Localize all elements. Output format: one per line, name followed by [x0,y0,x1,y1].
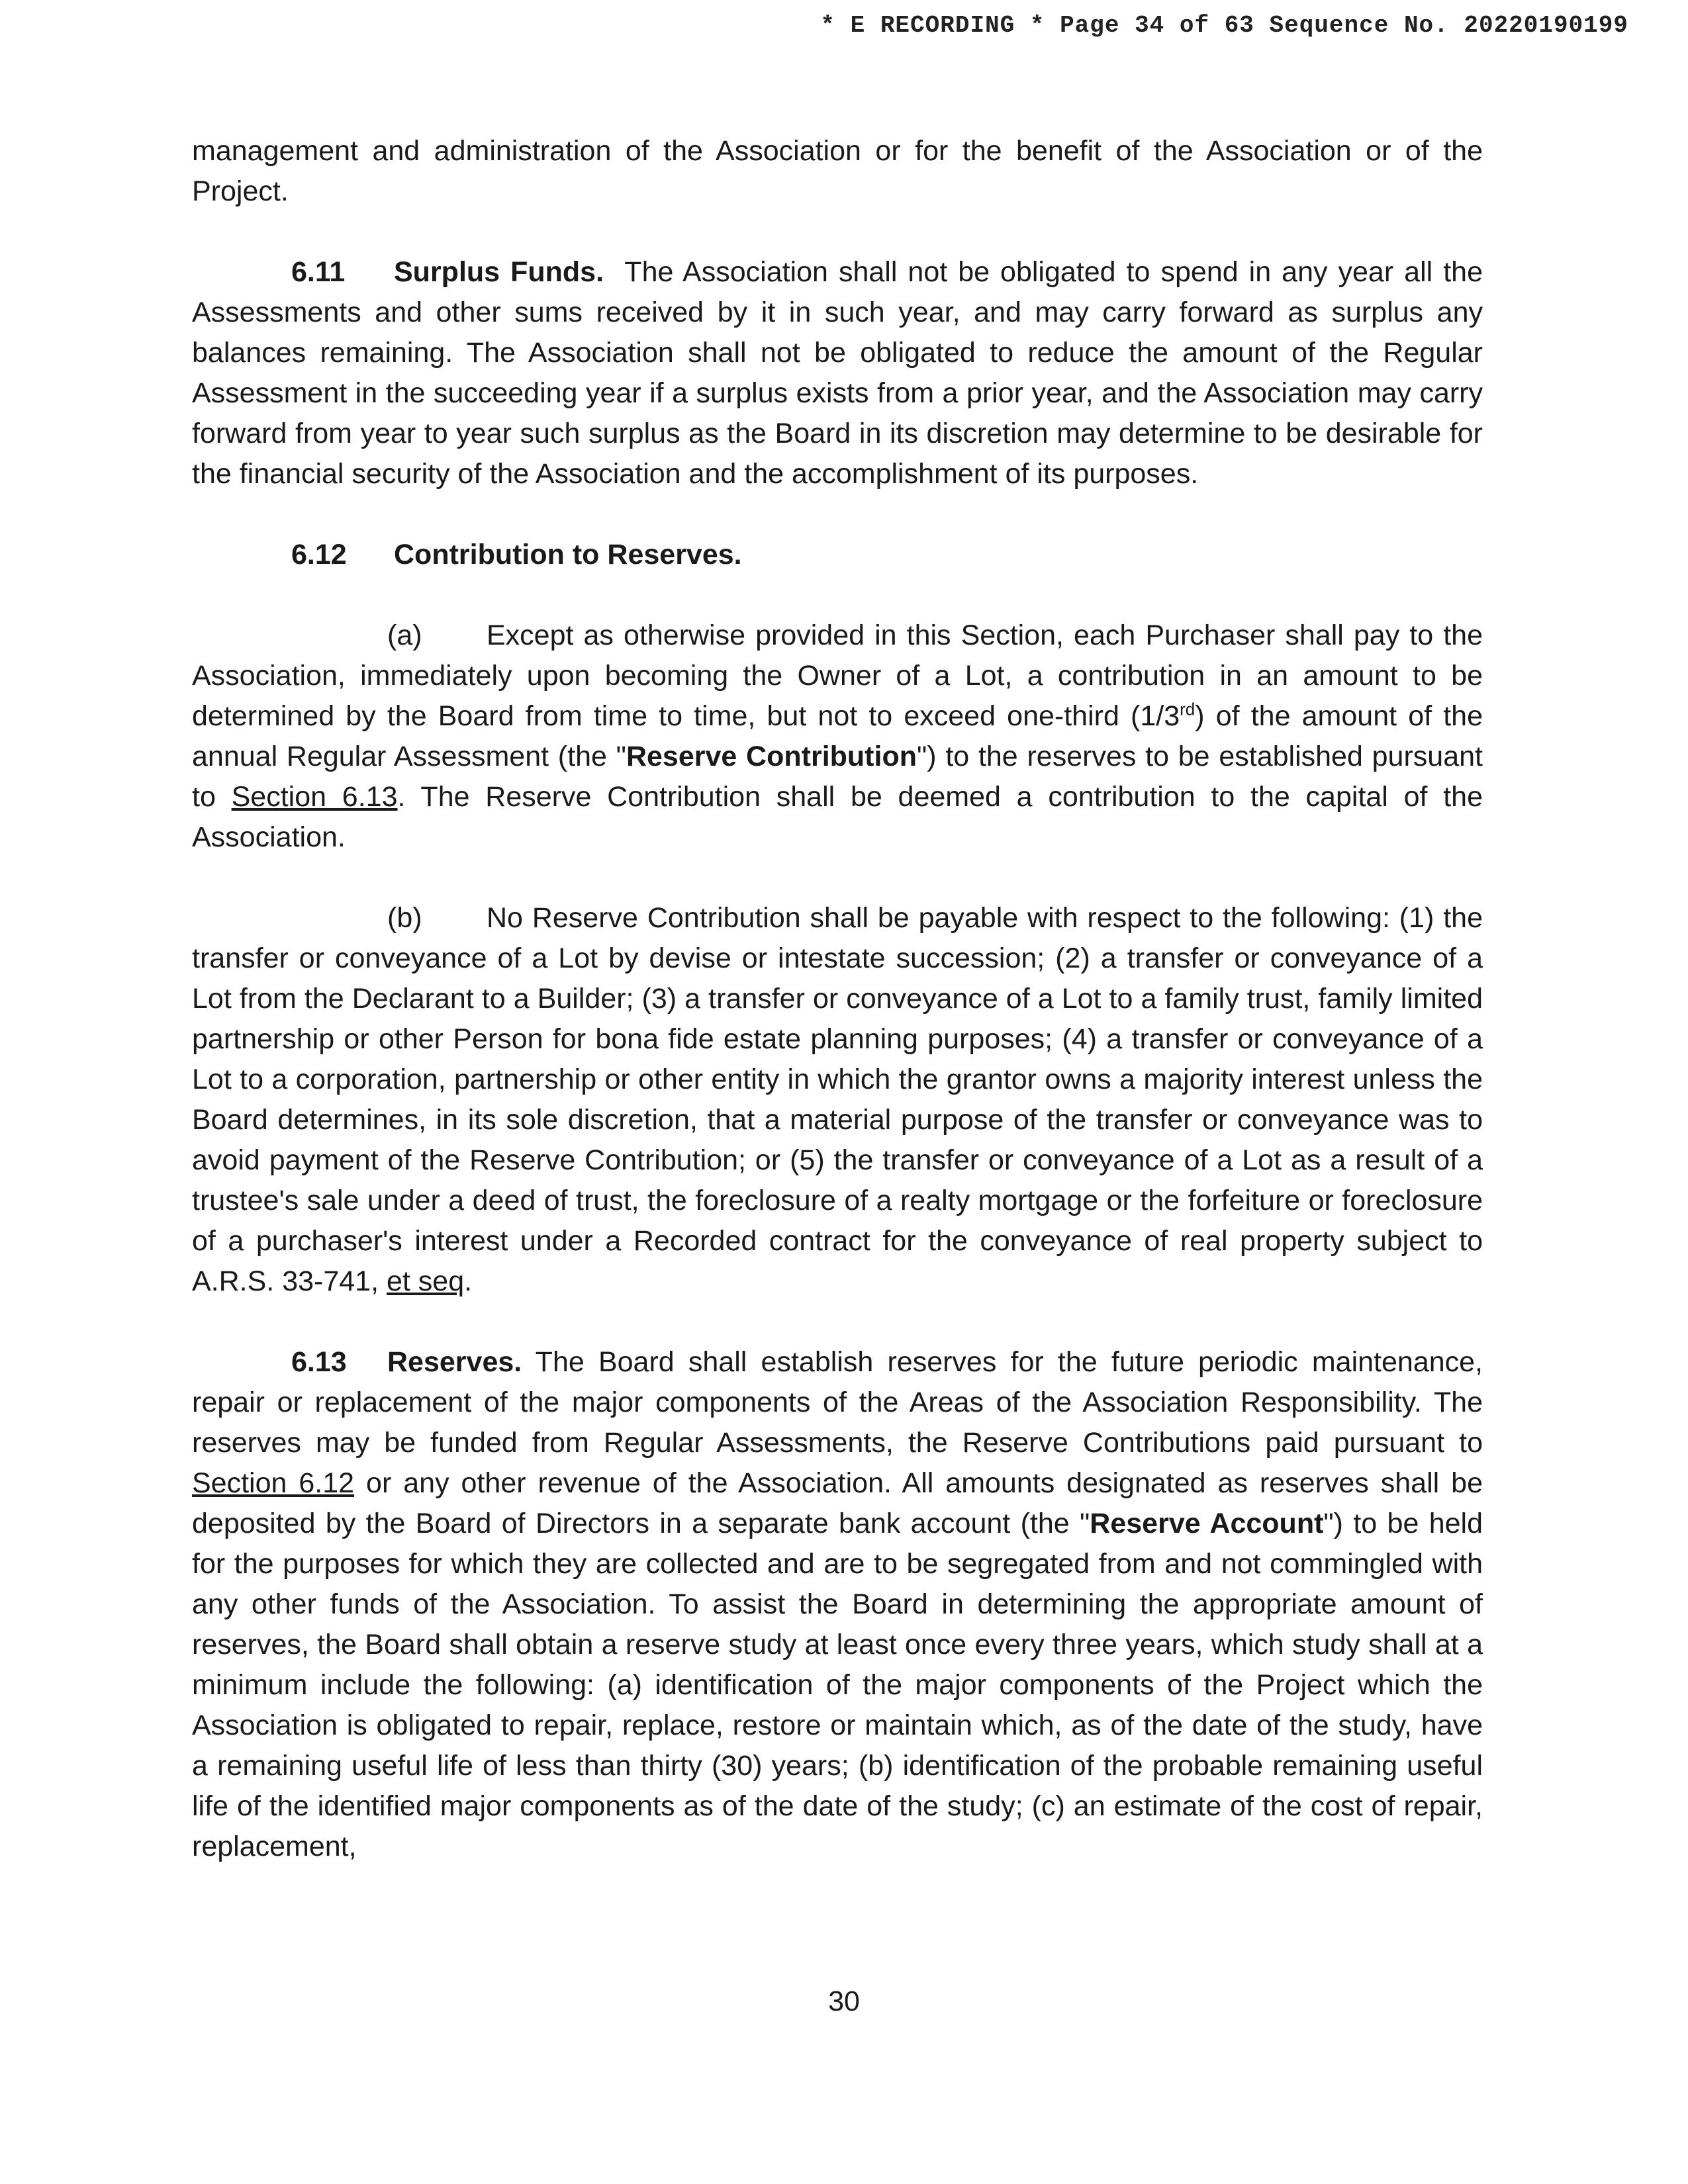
section-body: or any other revenue of the Association. All amounts designated as reserves shall be deposited by the Board of Directors in a separate bank account (the " [192,1467,1483,1539]
ordinal-superscript: rd [1180,699,1196,719]
subsection-text: No Reserve Contribution shall be payable with respect to the following: (1) the transfer or conveyance of a Lot by devise or intestate succession; (2) a transfer or conveyance of a Lot from the Declarant to a Builder; (3) a transfer or conveyance of a Lot to a family trust, family limited partnership or other Person for bona fide estate planning purposes; (4) a transfer or conveyance of a Lot to a corporation, partnership or other entity in which the grantor owns a majority interest unless the Board determines, in its sole discretion, that a material purpose of the transfer or conveyance was to avoid payment of the Reserve Contribution; or (5) the transfer or conveyance of a Lot as a result of a trustee's sale under a deed of trust, the foreclosure of a realty mortgage or the forfeiture or foreclosure of a purchaser's interest under a Recorded contract for the conveyance of real property subject to A.R.S. 33-741, [192,902,1483,1297]
subsection-label: (b) [387,902,422,934]
section-reference: Section 6.13 [231,781,398,813]
subsection-text: ") to the reserves to be established pursuant to [192,741,1483,813]
section-body: The Association shall not be obligated to spend in any year all the Assessments and other sums received by it in such year, and may carry forward as surplus any balances remaining. The Association shall not be obligated to reduce the amount of the Regular Assessment in the succeeding year if a surplus exists from a prior year, and the Association may carry forward from year to year such surplus as the Board in its discretion may determine to be desirable for the financial security of the Association and the accomplishment of its purposes. [192,256,1483,490]
defined-term: Reserve Contribution [626,741,917,772]
subsection-text: Except as otherwise provided in this Section, each Purchaser shall pay to the Association, immediately upon becoming the Owner of a Lot, a contribution in an amount to be determined by the Board from time to time, but not to exceed one-third (1/3 [192,619,1483,732]
subsection-text: ) of the amount of the annual Regular Assessment (the " [192,700,1483,772]
section-6-12-a [192,615,1483,858]
subsection-text: . [464,1265,473,1297]
et-seq-underlined: et seq [387,1265,465,1297]
section-number: 6.11 [291,256,346,288]
section-reference: Section 6.12 [192,1467,355,1499]
section-title: Surplus Funds. [394,256,604,288]
section-number: 6.13 [291,1346,347,1378]
document-body [192,131,1483,1907]
section-6-12-b [192,898,1483,1302]
section-body: The Board shall establish reserves for the future periodic maintenance, repair or replacement of the major components of the Areas of the Association Responsibility. The reserves may be funded from Regular Assessments, the Reserve Contributions paid pursuant to [192,1346,1483,1459]
section-body: ") to be held for the purposes for which they are collected and are to be segregated from and not commingled with any other funds of the Association. To assist the Board in determining the appropriate amount of reserves, the Board shall obtain a reserve study at least once every three years, which study shall at a minimum include the following: (a) identification of the major components of the Project which the Association is obligated to repair, replace, restore or maintain which, as of the date of the study, have a remaining useful life of less than thirty (30) years; (b) identification of the probable remaining useful life of the identified major components as of the date of the study; (c) an estimate of the cost of repair, replacement, [192,1508,1483,1862]
section-title: Contribution to Reserves. [394,539,742,570]
subsection-text: . The Reserve Contribution shall be deemed a contribution to the capital of the Association. [192,781,1483,853]
section-6-12-heading [192,535,1483,575]
recording-header: * E RECORDING * Page 34 of 63 Sequence No. 20220190199 [820,12,1628,39]
section-6-13 [192,1342,1483,1867]
section-6-11 [192,252,1483,494]
page-number: 30 [828,1985,860,2017]
section-title: Reserves. [387,1346,522,1378]
subsection-label: (a) [387,619,422,651]
section-number: 6.12 [291,539,347,570]
intro-paragraph: management and administration of the Association or for the benefit of the Association or of the Project. [192,135,1483,207]
defined-term: Reserve Account [1090,1508,1324,1539]
